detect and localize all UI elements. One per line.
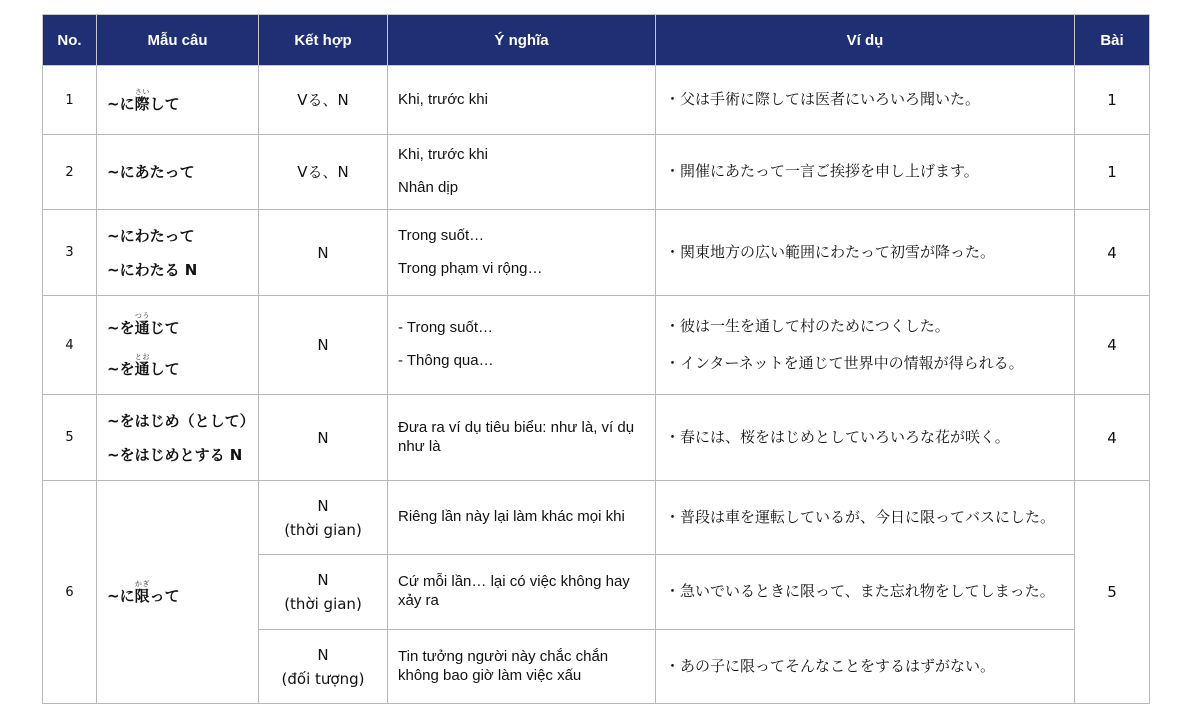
combination-text: N — [317, 336, 329, 354]
pattern-text: ~を通とおして — [107, 353, 180, 378]
meaning-cell — [388, 481, 656, 555]
lesson-number: 4 — [1075, 210, 1150, 296]
combination-text: N — [317, 645, 329, 664]
combination-note: (đối tượng) — [281, 669, 365, 688]
meaning-text: Cứ mỗi lần… lại có việc không hay xảy ra — [398, 573, 630, 609]
table-row — [43, 395, 1150, 481]
combination-note: (thời gian) — [284, 595, 362, 613]
meaning-cell — [388, 66, 656, 135]
example-sentence: ・普段は車を運転しているが、今日に限ってバスにした。 — [665, 507, 1056, 526]
lesson-number: 1 — [1075, 66, 1150, 135]
furigana: つう — [134, 312, 150, 320]
combination-cell — [259, 481, 388, 555]
meaning-cell — [388, 210, 656, 296]
combination-text: N — [317, 428, 329, 447]
header-combination: Kết hợp — [259, 15, 388, 66]
row-number: 4 — [43, 296, 97, 395]
header-pattern: Mẫu câu — [97, 15, 259, 66]
lesson-number: 1 — [1075, 135, 1150, 210]
meaning-text: - Trong suốt… — [398, 319, 494, 337]
pattern-cell — [97, 66, 259, 135]
meaning-text: - Thông qua… — [398, 352, 494, 369]
pattern-cell — [97, 210, 259, 296]
row-number: 6 — [43, 481, 97, 704]
header-lesson: Bài — [1075, 15, 1150, 66]
lesson-number: 4 — [1075, 395, 1150, 481]
pattern-text: ~を通つうじて — [107, 312, 180, 337]
example-sentence: ・急いでいるときに限って、また忘れ物をしてしまった。 — [665, 582, 1055, 601]
pattern-cell — [97, 481, 259, 704]
meaning-text: Nhân dịp — [398, 179, 459, 196]
table-row — [43, 66, 1150, 135]
header-example: Ví dụ — [656, 15, 1075, 66]
example-cell — [656, 66, 1075, 135]
pattern-cell — [97, 296, 259, 395]
example-cell — [656, 555, 1075, 630]
example-cell — [656, 395, 1075, 481]
meaning-cell — [388, 630, 656, 704]
combination-text: N — [317, 571, 329, 589]
furigana: とお — [134, 353, 150, 361]
pattern-text: ~をはじめとする N — [107, 445, 243, 464]
lesson-number: 4 — [1075, 296, 1150, 395]
meaning-text: Trong phạm vi rộng… — [398, 259, 543, 277]
header-row — [43, 15, 1150, 66]
furigana: さい — [134, 87, 150, 96]
combination-cell — [259, 395, 388, 481]
meaning-text: Khi, trước khi — [398, 146, 488, 164]
combination-note: (thời gian) — [284, 520, 362, 539]
pattern-text: ~に際さいして — [107, 87, 180, 113]
example-sentence: ・関東地方の広い範囲にわたって初雪が降った。 — [665, 242, 996, 261]
example-sentence: ・開催にあたって一言ご挨拶を申し上げます。 — [665, 162, 979, 181]
row-number: 3 — [43, 210, 97, 296]
pattern-cell — [97, 135, 259, 210]
example-sentence: ・インターネットを通じて世界中の情報が得られる。 — [665, 354, 1024, 372]
example-sentence: ・父は手術に際しては医者にいろいろ聞いた。 — [665, 90, 981, 109]
pattern-text: ~をはじめ（として） — [107, 411, 255, 430]
table-row — [43, 210, 1150, 296]
combination-cell — [259, 555, 388, 630]
combination-text: N — [317, 243, 329, 262]
pattern-cell — [97, 395, 259, 481]
furigana: かぎ — [134, 579, 150, 588]
meaning-cell — [388, 296, 656, 395]
combination-cell — [259, 135, 388, 210]
header-no: No. — [43, 15, 97, 66]
pattern-text: ~にわたる N — [107, 260, 198, 279]
example-cell — [656, 630, 1075, 704]
example-cell — [656, 481, 1075, 555]
table-row — [43, 296, 1150, 395]
pattern-text: ~にわたって — [107, 226, 195, 245]
header-meaning: Ý nghĩa — [388, 15, 656, 66]
combination-cell — [259, 296, 388, 395]
combination-text: N — [317, 496, 329, 515]
example-cell — [656, 296, 1075, 395]
table-row — [43, 481, 1150, 555]
combination-cell — [259, 66, 388, 135]
combination-cell — [259, 630, 388, 704]
meaning-text: Tin tưởng người này chắc chắn không bao giờ làm việc xấu — [398, 647, 609, 684]
row-number: 2 — [43, 135, 97, 210]
combination-text: Vる、N — [297, 163, 349, 181]
example-sentence: ・あの子に限ってそんなことをするはずがない。 — [665, 656, 996, 675]
example-sentence: ・春には、桜をはじめとしていろいろな花が咲く。 — [665, 427, 1010, 446]
lesson-number: 5 — [1075, 481, 1150, 704]
grammar-table — [42, 14, 1150, 704]
example-sentence: ・彼は一生を通して村のためにつくした。 — [665, 316, 950, 335]
pattern-text: ~に限かぎって — [107, 579, 180, 605]
meaning-text: Đưa ra ví dụ tiêu biểu: như là, ví dụ như là — [398, 418, 635, 455]
pattern-text: ~にあたって — [107, 163, 195, 181]
example-cell — [656, 135, 1075, 210]
combination-text: Vる、N — [297, 91, 349, 109]
meaning-text: Khi, trước khi — [398, 90, 488, 108]
meaning-text: Trong suốt… — [398, 226, 485, 244]
row-number: 1 — [43, 66, 97, 135]
table-row — [43, 135, 1150, 210]
combination-cell — [259, 210, 388, 296]
row-number: 5 — [43, 395, 97, 481]
meaning-text: Riêng lần này lại làm khác mọi khi — [398, 508, 625, 526]
meaning-cell — [388, 555, 656, 630]
meaning-cell — [388, 395, 656, 481]
meaning-cell — [388, 135, 656, 210]
example-cell — [656, 210, 1075, 296]
